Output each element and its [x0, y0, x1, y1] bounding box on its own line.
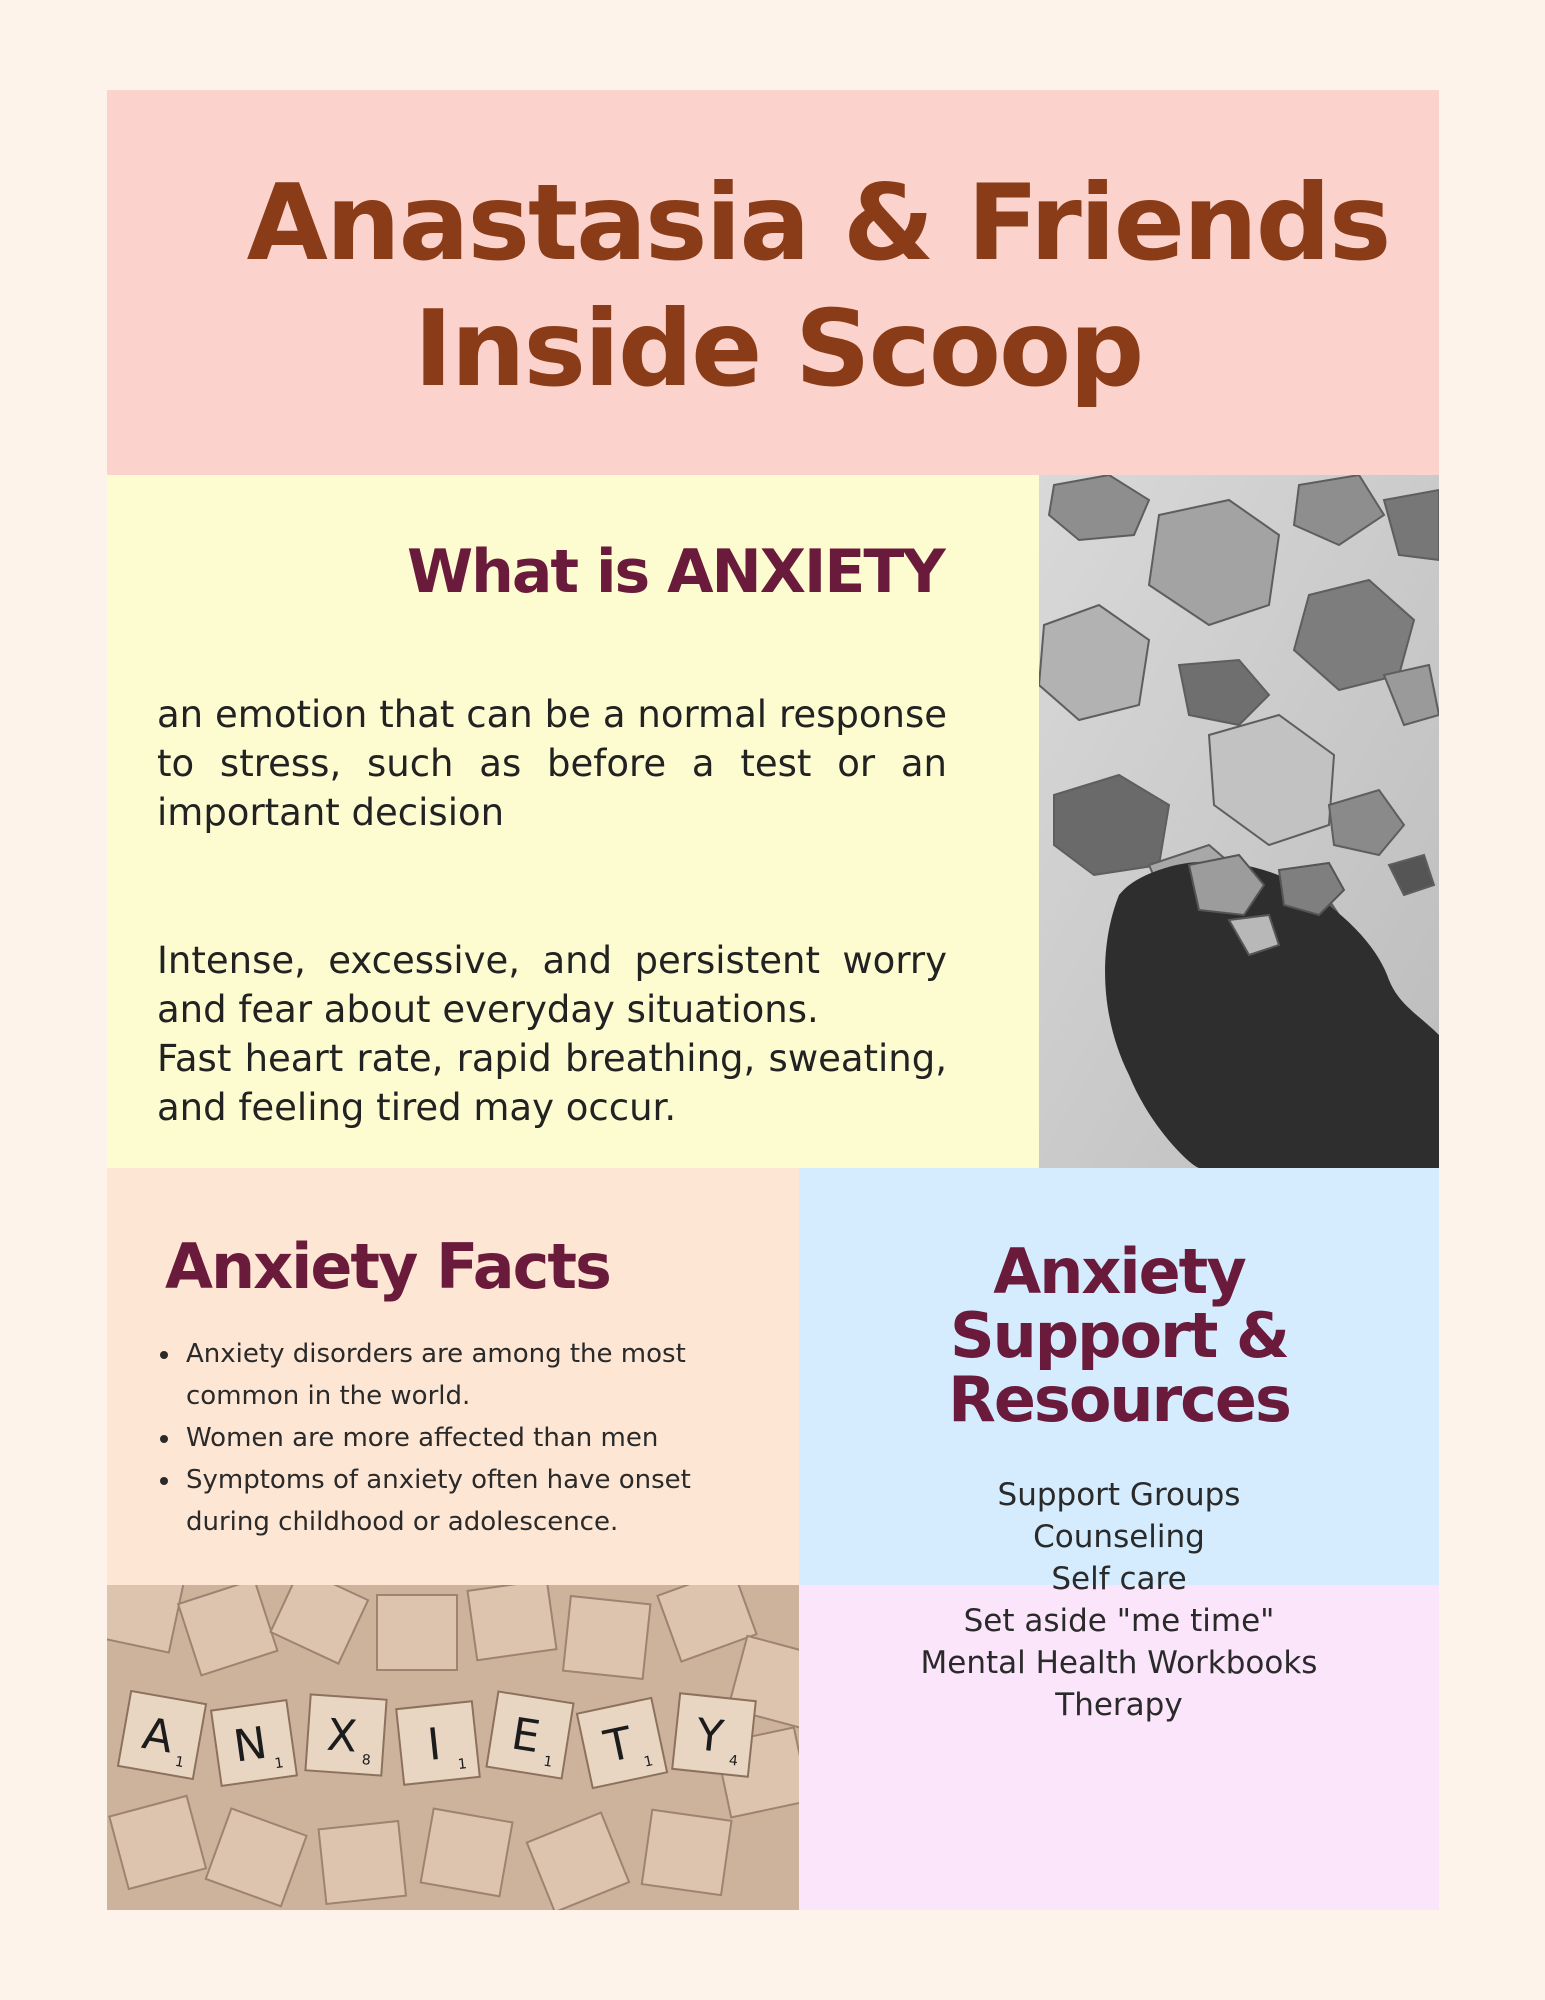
resource-item: Therapy	[1055, 1687, 1183, 1723]
head-silhouette-photo	[1039, 475, 1439, 1168]
support-heading-line-3: Resources	[948, 1363, 1290, 1436]
letter-tile	[211, 1700, 297, 1786]
tile-letter: A	[138, 1708, 178, 1764]
facts-list	[147, 1333, 782, 1543]
symptoms-paragraph: Fast heart rate, rapid breathing, sweating, and feeling tired may occur.	[157, 1037, 947, 1129]
tile-score: 8	[361, 1752, 372, 1769]
tile-score: 4	[728, 1752, 739, 1770]
anxiety-facts-heading: Anxiety Facts	[165, 1230, 610, 1303]
tile-letter: T	[599, 1717, 637, 1774]
resources-list	[799, 1474, 1439, 1726]
definition-paragraph: an emotion that can be a normal response to stress, such as before a test or an important decision	[157, 693, 947, 834]
resource-item: Self care	[1051, 1561, 1187, 1597]
support-heading-line-1: Anxiety	[993, 1235, 1245, 1308]
letter-tile	[118, 1691, 206, 1779]
worry-paragraph: Intense, excessive, and persistent worry and fear about everyday situations.	[157, 939, 947, 1031]
support-heading-line-2: Support &	[949, 1299, 1288, 1372]
tile-letter: I	[425, 1718, 444, 1771]
resource-item: Set aside "me time"	[963, 1603, 1275, 1639]
letter-tile	[577, 1698, 667, 1788]
letter-tile	[487, 1692, 574, 1779]
title-line-2: Inside Scoop	[413, 288, 1143, 410]
what-is-anxiety-heading: What is ANXIETY	[407, 537, 944, 607]
tile-score: 1	[642, 1753, 655, 1771]
tile-score: 1	[457, 1756, 468, 1773]
list-item: • Symptoms of anxiety often have onset during childhood or adolescence.	[182, 1459, 782, 1543]
tile-score: 1	[173, 1753, 186, 1772]
tile-letter: X	[325, 1709, 359, 1763]
title-line-1: Anastasia & Friends	[246, 162, 1390, 284]
scrabble-tiles-photo	[107, 1585, 799, 1910]
tile-letter: N	[230, 1717, 271, 1773]
tile-letter: E	[508, 1708, 544, 1764]
list-item: • Anxiety disorders are among the most common in the world.	[182, 1333, 782, 1417]
anxiety-facts-section	[107, 1168, 799, 1585]
letter-tile	[672, 1693, 756, 1777]
what-is-anxiety-section	[107, 475, 1039, 1168]
tile-score: 1	[273, 1755, 285, 1773]
scrabble-tiles-illustration	[107, 1585, 799, 1910]
support-resources-heading	[799, 1235, 1439, 1436]
tile-score: 1	[542, 1753, 554, 1771]
list-item: • Women are more affected than men	[182, 1417, 782, 1459]
letter-tile	[305, 1694, 386, 1775]
tile-letter: Y	[693, 1709, 726, 1763]
resource-item: Mental Health Workbooks	[920, 1645, 1318, 1681]
letter-tile	[396, 1701, 480, 1785]
header-banner	[107, 90, 1439, 475]
head-silhouette-illustration	[1039, 475, 1439, 1168]
resource-item: Counseling	[1033, 1519, 1205, 1555]
page-title	[107, 160, 1439, 412]
resource-item: Support Groups	[997, 1477, 1241, 1513]
